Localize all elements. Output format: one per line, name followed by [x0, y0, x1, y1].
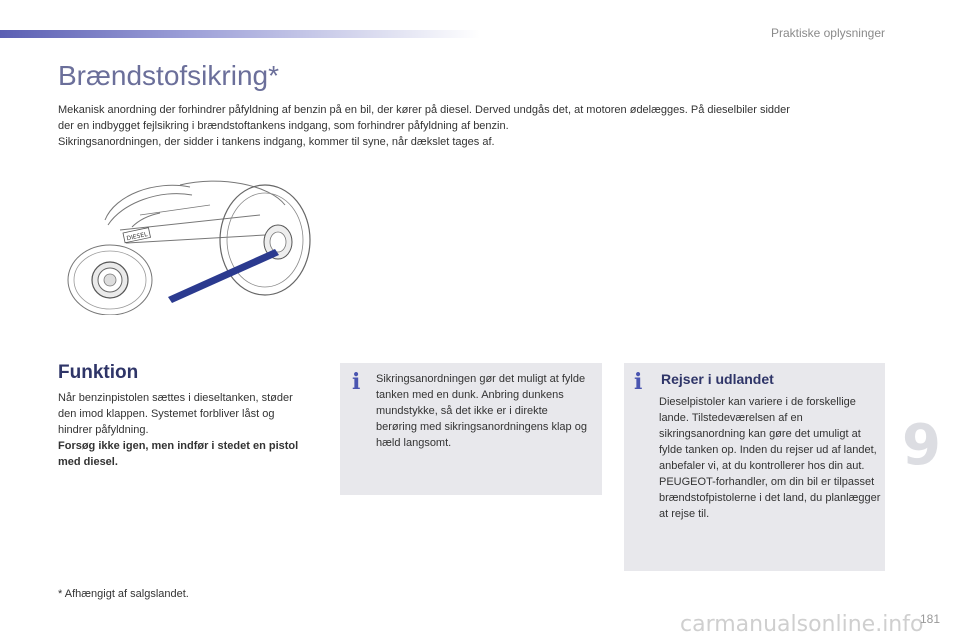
fuel-filler-illustration: [60, 175, 320, 315]
info-box-refill: [340, 363, 602, 495]
funktion-warning: Forsøg ikke igen, men indfør i stedet en pistol med diesel.: [58, 440, 299, 468]
diesel-label: DIESEL: [126, 231, 149, 243]
funktion-paragraph: Når benzinpistolen sættes i dieseltanken, støder den imod klappen. Systemet forbliver låst og hindrer påfyldning.: [58, 392, 293, 436]
footnote: * Afhængigt af salgslandet.: [58, 588, 189, 600]
info-icon: i: [352, 369, 361, 395]
intro-line: Mekanisk anordning der forhindrer påfyldning af benzin på en bil, der kører på diesel. Derved undgås det, at motoren ødelægges. På dieselbiler sidder: [58, 104, 790, 116]
info-box-text: Dieselpistoler kan variere i de forskellige lande. Tilstedeværelsen af en sikringsanordning kan gøre det umuligt at fylde tanken op. Inden du rejser ud af landet, anbefaler vi, at du kontrollerer hos din aut. PEUGEOT-forhandler, om din bil er tilpasset brændstofpistolerne i det land, du planlægger at rejse til.: [659, 396, 881, 520]
intro-line: der en indbygget fejlsikring i brændstoftankens indgang, som forhindrer påfyldning af benzin.: [58, 120, 509, 132]
info-box-title: Rejser i udlandet: [661, 371, 774, 387]
page-title: Brændstofsikring*: [58, 60, 279, 91]
info-box-travel: [624, 363, 885, 571]
funktion-heading: Funktion: [58, 362, 139, 383]
watermark: carmanualsonline.info: [680, 612, 924, 637]
intro-line: Sikringsanordningen, der sidder i tankens indgang, kommer til syne, når dækslet tages af.: [58, 136, 495, 148]
info-box-text: Sikringsanordningen gør det muligt at fylde tanken med en dunk. Anbring dunkens mundstykke, så det ikke er i direkte berøring med sikringsanordningens klap og hæld langsomt.: [376, 373, 587, 449]
chapter-number: 9: [902, 413, 941, 478]
info-icon: i: [634, 369, 643, 395]
section-label: Praktiske oplysninger: [770, 26, 885, 40]
funktion-text: [58, 390, 308, 470]
intro-text: [58, 102, 898, 150]
page-number: 181: [919, 612, 940, 626]
header-accent-bar: [0, 30, 480, 38]
